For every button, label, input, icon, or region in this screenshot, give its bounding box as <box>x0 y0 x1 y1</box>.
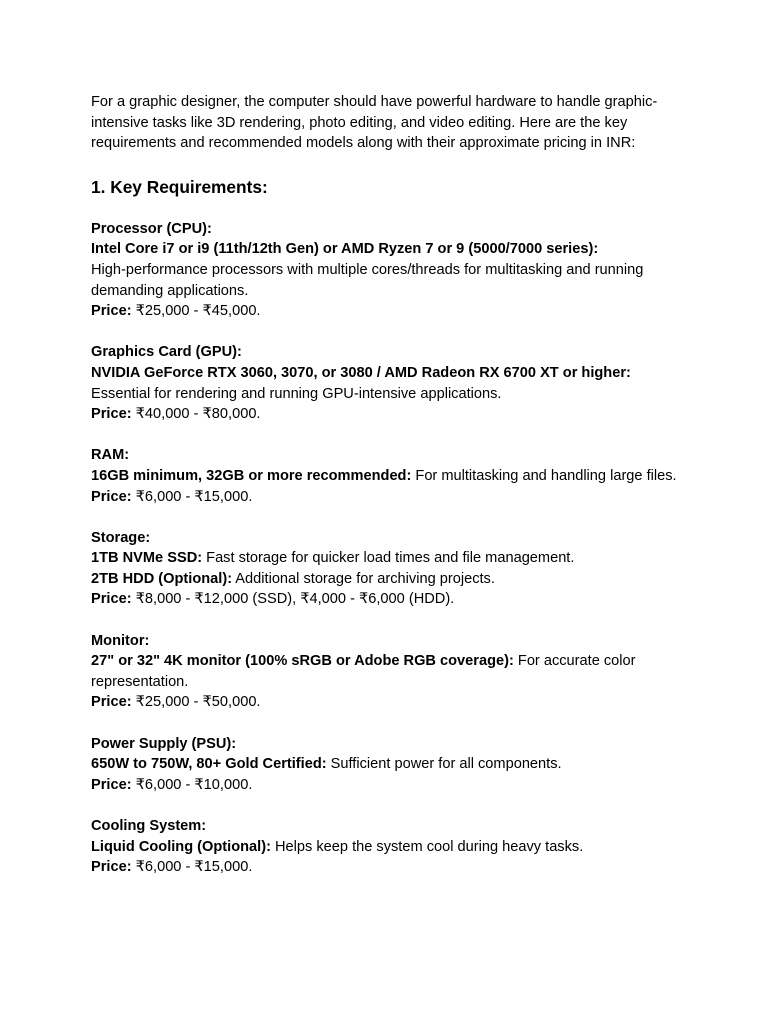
requirements-list <box>91 219 691 878</box>
detail-spec: Intel Core i7 or i9 (11th/12th Gen) or AMD Ryzen 7 or 9 (5000/7000 series): <box>91 241 599 258</box>
price-line <box>91 404 691 425</box>
requirement-detail <box>91 384 691 405</box>
price-value: ₹8,000 - ₹12,000 (SSD), ₹4,000 - ₹6,000 (HDD). <box>131 591 455 608</box>
detail-text: Fast storage for quicker load times and file management. <box>202 550 575 567</box>
price-label: Price: <box>91 303 132 320</box>
requirement-title: Processor (CPU): <box>91 220 212 237</box>
price-value: ₹40,000 - ₹80,000. <box>131 406 261 423</box>
detail-text: For multitasking and handling large files. <box>411 467 677 484</box>
requirement-detail <box>91 754 691 775</box>
price-line <box>91 857 691 878</box>
section-heading: 1. Key Requirements: <box>91 176 268 197</box>
requirement-detail <box>91 569 691 590</box>
price-line <box>91 775 691 796</box>
detail-text: Sufficient power for all components. <box>326 756 562 773</box>
price-value: ₹25,000 - ₹45,000. <box>131 303 261 320</box>
requirement-detail <box>91 837 691 858</box>
price-line <box>91 487 691 508</box>
price-label: Price: <box>91 406 132 423</box>
price-label: Price: <box>91 859 132 876</box>
price-value: ₹6,000 - ₹10,000. <box>131 776 253 793</box>
requirement-section <box>91 445 691 507</box>
requirement-section <box>91 219 691 322</box>
detail-spec: NVIDIA GeForce RTX 3060, 3070, or 3080 / AMD Radeon RX 6700 XT or higher: <box>91 364 631 381</box>
detail-spec: 27" or 32" 4K monitor (100% sRGB or Adobe RGB coverage): <box>91 653 514 670</box>
requirement-section <box>91 342 691 424</box>
price-line <box>91 301 691 322</box>
detail-text: High-performance processors with multiple cores/threads for multitasking and running demanding applications. <box>91 261 644 299</box>
requirement-detail <box>91 548 691 569</box>
requirement-title: Power Supply (PSU): <box>91 735 237 752</box>
price-value: ₹25,000 - ₹50,000. <box>131 694 261 711</box>
detail-spec: 650W to 750W, 80+ Gold Certified: <box>91 756 327 773</box>
price-label: Price: <box>91 776 132 793</box>
requirement-section <box>91 528 691 610</box>
price-label: Price: <box>91 694 132 711</box>
detail-text: Helps keep the system cool during heavy tasks. <box>270 838 584 855</box>
document-body <box>91 92 691 898</box>
price-value: ₹6,000 - ₹15,000. <box>131 859 253 876</box>
requirement-title: Storage: <box>91 529 151 546</box>
requirement-title: Graphics Card (GPU): <box>91 344 242 361</box>
requirement-section <box>91 631 691 713</box>
requirement-title: Cooling System: <box>91 818 207 834</box>
intro-paragraph: For a graphic designer, the computer should have powerful hardware to handle graphic-intensive tasks like 3D rendering, photo editing, and video editing. Here are the key requirements and recommended models along with their approximate pricing in INR: <box>91 94 658 152</box>
detail-text: Additional storage for archiving projects. <box>232 570 495 587</box>
requirement-detail <box>91 651 691 692</box>
requirement-detail <box>91 466 691 487</box>
price-line <box>91 589 691 610</box>
requirement-detail <box>91 239 691 260</box>
detail-spec: 1TB NVMe SSD: <box>91 550 203 567</box>
requirement-title: Monitor: <box>91 632 150 649</box>
requirement-section <box>91 734 691 796</box>
requirement-detail <box>91 363 691 384</box>
detail-spec: 2TB HDD (Optional): <box>91 570 233 587</box>
detail-spec: Liquid Cooling (Optional): <box>91 838 271 855</box>
requirement-section <box>91 816 691 878</box>
price-label: Price: <box>91 488 132 505</box>
price-value: ₹6,000 - ₹15,000. <box>131 488 253 505</box>
price-label: Price: <box>91 591 132 608</box>
requirement-detail <box>91 260 691 301</box>
detail-text: Essential for rendering and running GPU-intensive applications. <box>91 385 502 402</box>
requirement-title: RAM: <box>91 447 130 464</box>
detail-text: For accurate color representation. <box>91 653 636 690</box>
detail-spec: 16GB minimum, 32GB or more recommended: <box>91 467 412 484</box>
price-line <box>91 692 691 713</box>
